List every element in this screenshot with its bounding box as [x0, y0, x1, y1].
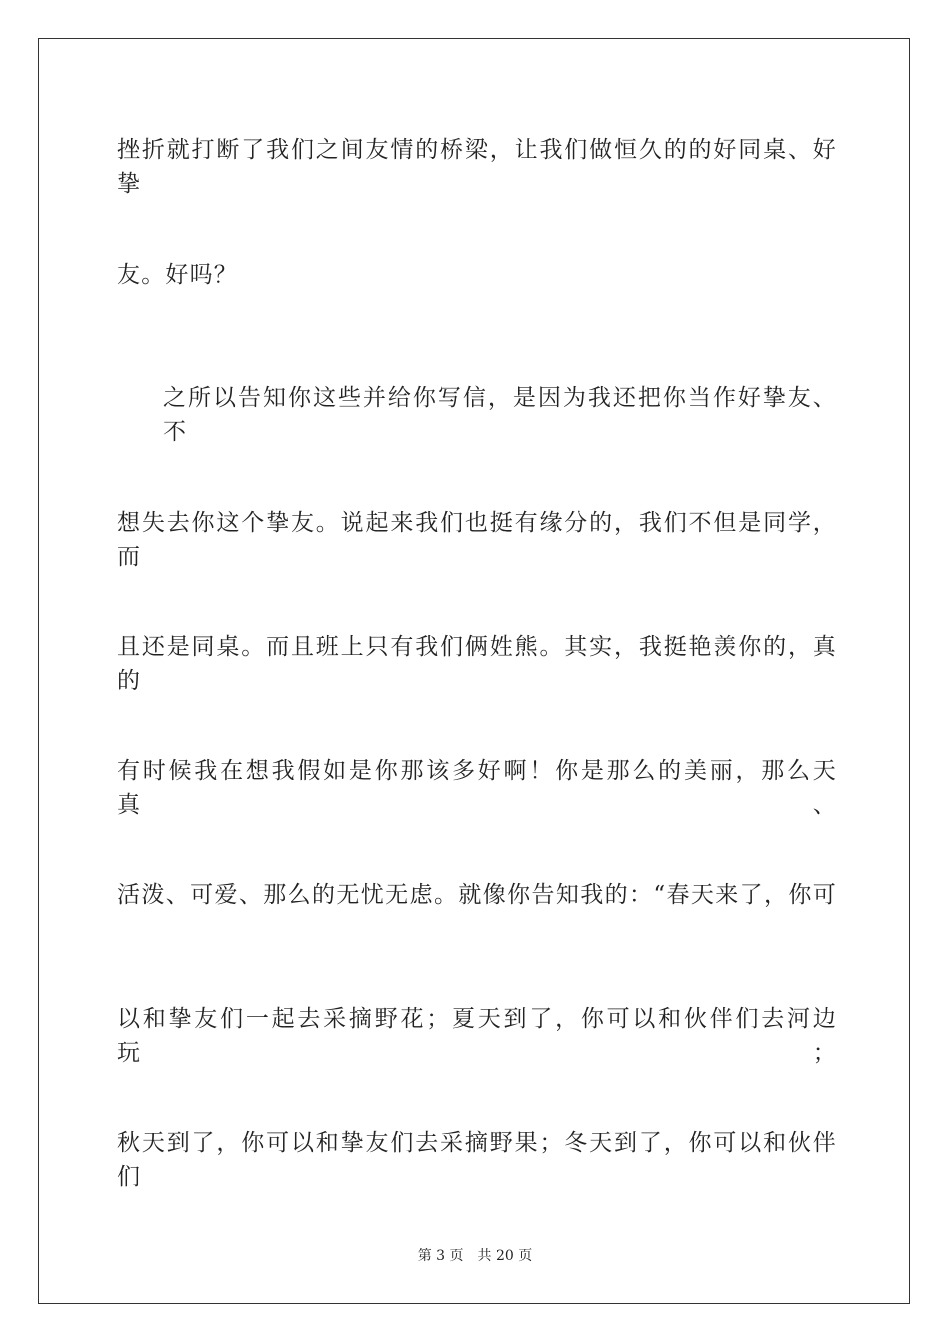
text-line-6: 有时候我在想我假如是你那该多好啊！你是那么的美丽，那么天真、 [117, 758, 837, 818]
text-line-8: 以和挚友们一起去采摘野花；夏天到了，你可以和伙伴们去河边玩； [117, 1006, 837, 1066]
text-line-4: 想失去你这个挚友。说起来我们也挺有缘分的，我们不但是同学，而 [117, 510, 837, 570]
text-line-2: 友。好吗？ [117, 262, 238, 288]
text-line-5: 且还是同桌。而且班上只有我们俩姓熊。其实，我挺艳羡你的，真的 [117, 634, 837, 694]
text-line-1: 挫折就打断了我们之间友情的桥梁，让我们做恒久的的好同桌、好挚 [117, 137, 837, 197]
text-line-9: 秋天到了，你可以和挚友们去采摘野果；冬天到了，你可以和伙伴们 [117, 1130, 837, 1190]
page-number: 第 3 页 [417, 1248, 464, 1264]
text-line-7: 活泼、可爱、那么的无忧无虑。就像你告知我的：“春天来了，你可 [117, 882, 837, 908]
page-total: 共 20 页 [477, 1248, 533, 1264]
page-footer [0, 1246, 950, 1266]
page-border [38, 38, 910, 1304]
text-line-3-paragraph-start: 之所以告知你这些并给你写信，是因为我还把你当作好挚友、不 [163, 385, 837, 445]
